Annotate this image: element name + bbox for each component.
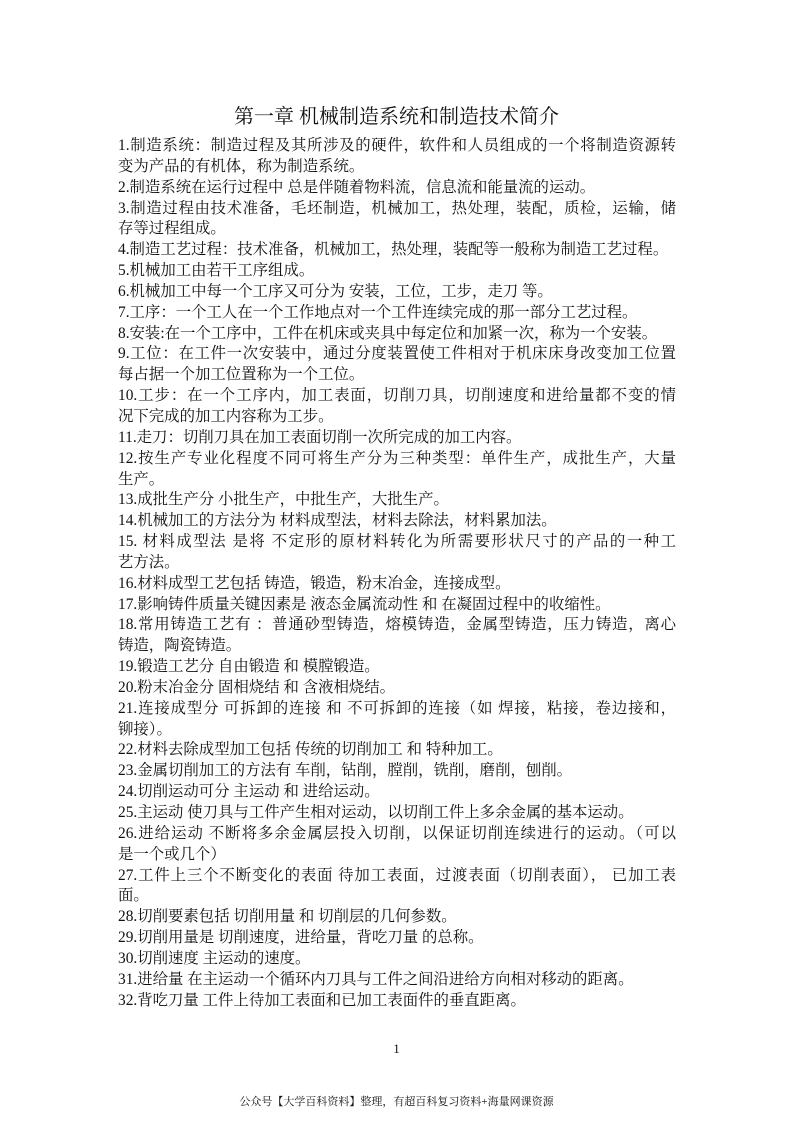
text-line: 铸造，陶瓷铸造。 <box>118 637 242 655</box>
list-item <box>118 490 676 511</box>
list-item <box>118 178 676 199</box>
text-line: 生产。 <box>118 470 165 488</box>
text-line: 24.切削运动可分 主运动 和 进给运动。 <box>118 783 380 801</box>
list-item <box>118 344 676 386</box>
document-body <box>118 136 676 1011</box>
list-item <box>118 678 676 699</box>
text-line: 变为产品的有机体，称为制造系统。 <box>118 157 365 175</box>
list-item <box>118 449 676 491</box>
text-line: 30.切削速度 主运动的速度。 <box>118 949 311 967</box>
text-line: 27.工件上三个不断变化的表面 待加工表面，过渡表面（切削表面）， 已加工表 <box>118 866 676 884</box>
list-item <box>118 261 676 282</box>
list-item <box>118 699 676 741</box>
text-line: 29.切削用量是 切削速度，进给量，背吃刀量 的总称。 <box>118 929 484 947</box>
text-line: 每占据一个加工位置称为一个工位。 <box>118 366 365 384</box>
text-line: 23.金属切削加工的方法有 车削，钻削，膛削，铣削，磨削，刨削。 <box>118 762 573 780</box>
list-item <box>118 970 676 991</box>
list-item <box>118 199 676 241</box>
list-item <box>118 136 676 178</box>
page-number: 1 <box>393 1041 400 1056</box>
text-line: 28.切削要素包括 切削用量 和 切削层的几何参数。 <box>118 908 457 926</box>
text-line: 1.制造系统：制造过程及其所涉及的硬件，软件和人员组成的一个将制造资源转 <box>118 137 676 154</box>
text-line: 是一个或几个） <box>118 845 226 863</box>
text-line: 3.制造过程由技术准备，毛坯制造，机械加工，热处理，装配，质检，运输，储 <box>118 199 676 217</box>
text-line: 14.机械加工的方法分为 材料成型法，材料去除法，材料累加法。 <box>118 512 557 530</box>
text-line: 11.走刀：切削刀具在加工表面切削一次所完成的加工内容。 <box>118 428 522 446</box>
text-line: 21.连接成型分 可拆卸的连接 和 不可拆卸的连接（如 焊接，粘接，卷边接和， <box>118 699 676 717</box>
text-line: 9.工位：在工件一次安装中，通过分度装置使工件相对于机床床身改变加工位置 <box>118 345 676 363</box>
text-line: 2.制造系统在运行过程中 总是伴随着物料流，信息流和能量流的运动。 <box>118 178 596 196</box>
text-line: 22.材料去除成型加工包括 传统的切削加工 和 特种加工。 <box>118 741 503 759</box>
text-line: 7.工序：一个工人在一个工作地点对一个工件连续完成的那一部分工艺过程。 <box>118 303 638 321</box>
list-item <box>118 824 676 866</box>
text-line: 6.机械加工中每一个工序又可分为 安装，工位，工步，走刀 等。 <box>118 282 553 300</box>
list-item <box>118 282 676 303</box>
list-item <box>118 324 676 345</box>
text-line: 15. 材料成型法 是将 不定形的原材料转化为所需要形状尺寸的产品的一种工 <box>118 533 676 551</box>
text-line: 存等过程组成。 <box>118 220 226 238</box>
text-line: 10.工步：在一个工序内，加工表面，切削刀具，切削速度和进给量都不变的情 <box>118 387 676 405</box>
list-item <box>118 866 676 908</box>
footer-note: 公众号【大学百科资料】整理，有超百科复习资料+海量网课资源 <box>239 1096 554 1108</box>
text-line: 4.制造工艺过程：技术准备，机械加工，热处理，装配等一般称为制造工艺过程。 <box>118 241 669 259</box>
text-line: 20.粉末冶金分 固相烧结 和 含液相烧结。 <box>118 678 396 696</box>
list-item <box>118 595 676 616</box>
list-item <box>118 782 676 803</box>
text-line: 17.影响铸件质量关键因素是 液态金属流动性 和 在凝固过程中的收缩性。 <box>118 595 611 613</box>
list-item <box>118 428 676 449</box>
text-line: 况下完成的加工内容称为工步。 <box>118 407 334 425</box>
list-item <box>118 803 676 824</box>
list-item <box>118 949 676 970</box>
list-item <box>118 907 676 928</box>
list-item <box>118 761 676 782</box>
text-line: 31.进给量 在主运动一个循环内刀具与工件之间沿进给方向相对移动的距离。 <box>118 970 634 988</box>
list-item <box>118 991 676 1012</box>
list-item <box>118 532 676 574</box>
list-item <box>118 574 676 595</box>
list-item <box>118 740 676 761</box>
text-line: 12.按生产专业化程度不同可将生产分为三种类型：单件生产，成批生产，大量 <box>118 449 676 467</box>
list-item <box>118 386 676 428</box>
text-line: 26.进给运动 不断将多余金属层投入切削，以保证切削连续进行的运动。（可以 <box>118 824 676 842</box>
text-line: 面。 <box>118 887 149 905</box>
list-item <box>118 928 676 949</box>
list-item <box>118 303 676 324</box>
text-line: 8.安装:在一个工序中，工件在机床或夹具中每定位和加紧一次，称为一个安装。 <box>118 324 658 342</box>
text-line: 13.成批生产分 小批生产，中批生产，大批生产。 <box>118 491 449 509</box>
text-line: 16.材料成型工艺包括 铸造，锻造，粉末冶金，连接成型。 <box>118 574 511 592</box>
list-item <box>118 615 676 657</box>
text-line: 铆接）。 <box>118 720 172 738</box>
list-item <box>118 240 676 261</box>
text-line: 25.主运动 使刀具与工件产生相对运动，以切削工件上多余金属的基本运动。 <box>118 804 634 821</box>
text-line: 19.锻造工艺分 自由锻造 和 模膛锻造。 <box>118 658 380 676</box>
chapter-title: 第一章 机械制造系统和制造技术简介 <box>234 106 559 128</box>
text-line: 18.常用铸造工艺有 ：普通砂型铸造，熔模铸造，金属型铸造，压力铸造，离心 <box>118 616 676 634</box>
text-line: 艺方法。 <box>118 553 180 571</box>
list-item <box>118 511 676 532</box>
list-item <box>118 657 676 678</box>
text-line: 5.机械加工由若干工序组成。 <box>118 262 315 280</box>
text-line: 32.背吃刀量 工件上待加工表面和已加工表面件的垂直距离。 <box>118 991 526 1009</box>
